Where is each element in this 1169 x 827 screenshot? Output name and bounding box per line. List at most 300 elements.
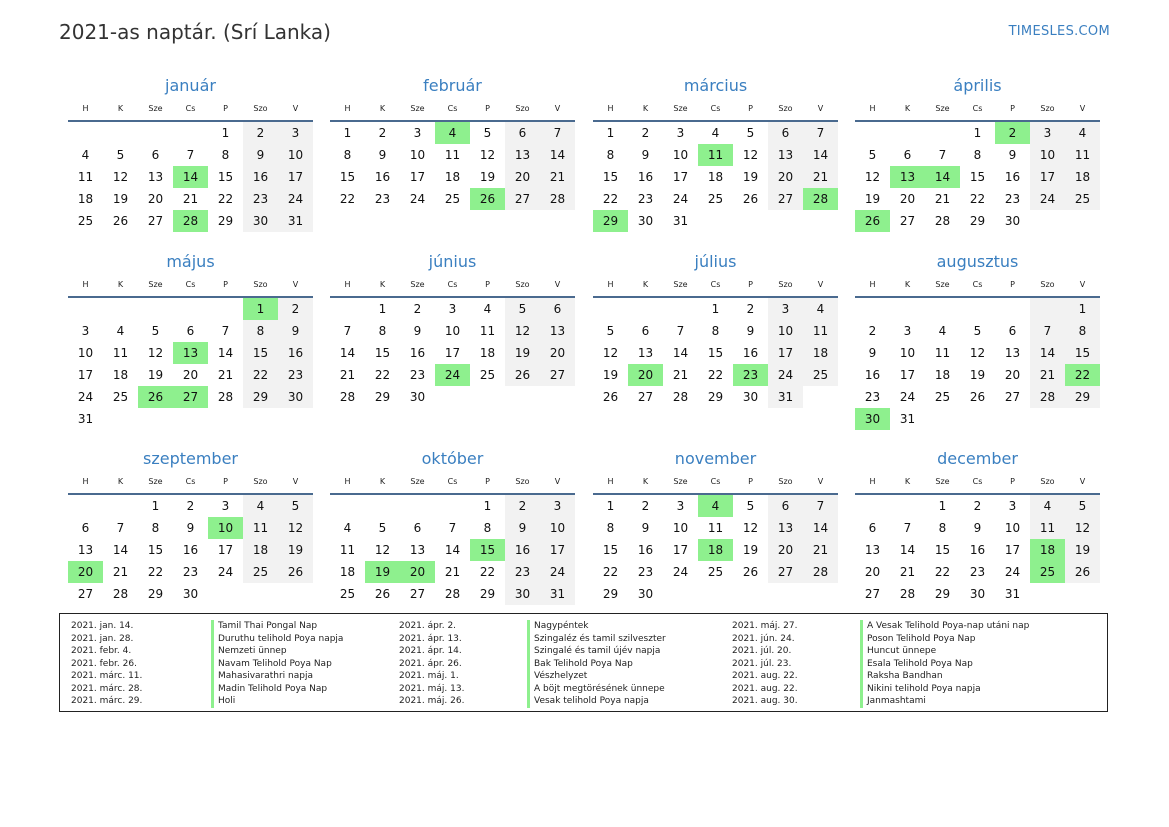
day-cell: 31 [672, 214, 689, 228]
day-cell: 26 [138, 386, 173, 408]
day-cell: 10 [672, 521, 689, 535]
day-cell: 28 [803, 188, 838, 210]
day-cell: 5 [746, 499, 755, 513]
days-grid [330, 298, 575, 408]
month-calendar [593, 447, 838, 605]
day-cell: 19 [278, 539, 313, 561]
month-calendar [593, 74, 838, 232]
day-cell: 29 [147, 587, 164, 601]
day-cell: 30 [243, 210, 278, 232]
day-cell: 18 [339, 565, 356, 579]
month-calendar [593, 250, 838, 408]
day-cell: 21 [899, 565, 916, 579]
empty-cell [173, 122, 208, 144]
day-cell: 16 [637, 170, 654, 184]
day-cell: 18 [479, 346, 496, 360]
day-cell: 5 [868, 148, 877, 162]
holiday-name: Madin Telihold Poya Nap [211, 683, 327, 696]
day-cell: 11 [707, 521, 724, 535]
empty-cell [68, 298, 103, 320]
empty-cell [138, 122, 173, 144]
day-cell: 21 [540, 166, 575, 188]
day-cell: 26 [374, 587, 391, 601]
weekday-label: P [748, 104, 753, 113]
day-cell: 13 [768, 144, 803, 166]
day-cell: 5 [973, 324, 982, 338]
day-cell: 15 [339, 170, 356, 184]
day-cell: 18 [698, 539, 733, 561]
day-cell: 11 [1065, 144, 1100, 166]
weekday-label: Cs [447, 280, 458, 289]
day-cell: 22 [217, 192, 234, 206]
day-cell: 11 [479, 324, 496, 338]
day-cell: 2 [641, 499, 650, 513]
day-cell: 8 [221, 148, 230, 162]
day-cell: 23 [1004, 192, 1021, 206]
day-cell: 18 [707, 170, 724, 184]
weekday-label: Szo [515, 104, 530, 113]
day-cell: 27 [768, 188, 803, 210]
month-name: január [165, 76, 216, 95]
day-cell: 6 [413, 521, 422, 535]
day-cell: 11 [243, 517, 278, 539]
day-cell: 29 [374, 390, 391, 404]
day-cell: 20 [768, 539, 803, 561]
day-cell: 6 [186, 324, 195, 338]
day-cell: 4 [1065, 122, 1100, 144]
day-cell: 5 [746, 126, 755, 140]
month-calendar [68, 250, 313, 430]
weekday-label: H [344, 104, 351, 113]
day-cell: 31 [768, 386, 803, 408]
weekday-label: Sze [148, 477, 163, 486]
weekday-label: Szo [1040, 280, 1055, 289]
day-cell: 8 [711, 324, 720, 338]
day-cell: 21 [444, 565, 461, 579]
day-cell: 16 [637, 543, 654, 557]
day-cell: 31 [899, 412, 916, 426]
day-cell: 12 [1065, 517, 1100, 539]
weekday-label: Cs [185, 477, 196, 486]
day-cell: 17 [444, 346, 461, 360]
holiday-date: 2021. jan. 14. [71, 621, 134, 631]
day-cell: 16 [182, 543, 199, 557]
holiday-name: Raksha Bandhan [860, 670, 943, 683]
holiday-name: Nikini telihold Poya napja [860, 683, 981, 696]
day-cell: 1 [378, 302, 387, 316]
day-cell: 1 [343, 126, 352, 140]
day-cell: 3 [1008, 499, 1017, 513]
empty-cell [593, 298, 628, 320]
weekday-label: H [607, 280, 614, 289]
holiday-date: 2021. jan. 28. [71, 633, 134, 644]
day-cell: 19 [742, 170, 759, 184]
holiday-date: 2021. máj. 26. [399, 696, 465, 706]
weekday-label: Szo [1040, 104, 1055, 113]
day-cell: 17 [1030, 166, 1065, 188]
day-cell: 1 [483, 499, 492, 513]
empty-cell [138, 408, 173, 430]
holiday-name: Duruthu telihold Poya napja [211, 633, 343, 646]
weekday-header [593, 100, 838, 122]
day-cell: 27 [505, 188, 540, 210]
day-cell: 10 [409, 148, 426, 162]
day-cell: 7 [1030, 320, 1065, 342]
day-cell: 5 [378, 521, 387, 535]
day-cell: 8 [243, 320, 278, 342]
day-cell: 13 [540, 320, 575, 342]
weekday-label: Sze [673, 280, 688, 289]
day-cell: 23 [969, 565, 986, 579]
weekday-label: Sze [148, 104, 163, 113]
brand-link[interactable]: TIMESLES.COM [1008, 24, 1110, 39]
day-cell: 27 [864, 587, 881, 601]
day-cell: 6 [903, 148, 912, 162]
empty-cell [890, 122, 925, 144]
day-cell: 7 [186, 148, 195, 162]
day-cell: 22 [1065, 364, 1100, 386]
days-grid [593, 122, 838, 232]
empty-cell [138, 298, 173, 320]
month-name: október [421, 449, 484, 468]
weekday-label: Sze [673, 477, 688, 486]
day-cell: 17 [540, 539, 575, 561]
day-cell: 30 [278, 386, 313, 408]
weekday-label: H [869, 104, 876, 113]
day-cell: 26 [602, 390, 619, 404]
weekday-label: K [904, 104, 911, 113]
weekday-label: P [223, 104, 228, 113]
day-cell: 28 [1030, 386, 1065, 408]
empty-cell [103, 122, 138, 144]
day-cell: 12 [742, 521, 759, 535]
empty-cell [1030, 583, 1065, 605]
day-cell: 20 [505, 166, 540, 188]
day-cell: 2 [746, 302, 755, 316]
day-cell: 13 [77, 543, 94, 557]
day-cell: 22 [969, 192, 986, 206]
day-cell: 11 [112, 346, 129, 360]
weekday-label: H [869, 477, 876, 486]
day-cell: 2 [868, 324, 877, 338]
day-cell: 18 [77, 192, 94, 206]
holiday-date: 2021. febr. 4. [71, 646, 132, 656]
day-cell: 26 [855, 210, 890, 232]
day-cell: 9 [641, 148, 650, 162]
day-cell: 10 [77, 346, 94, 360]
weekday-label: Sze [410, 477, 425, 486]
day-cell: 19 [742, 543, 759, 557]
day-cell: 26 [470, 188, 505, 210]
empty-cell [855, 495, 890, 517]
day-cell: 23 [864, 390, 881, 404]
day-cell: 25 [707, 565, 724, 579]
day-cell: 18 [243, 539, 278, 561]
day-cell: 2 [641, 126, 650, 140]
empty-cell [330, 495, 365, 517]
month-calendar [855, 447, 1100, 605]
month-name: június [428, 252, 477, 271]
day-cell: 22 [602, 565, 619, 579]
weekday-label: V [1079, 104, 1086, 113]
weekday-label: V [817, 477, 824, 486]
day-cell: 21 [1030, 364, 1065, 386]
day-cell: 4 [243, 495, 278, 517]
weekday-label: K [117, 477, 124, 486]
holiday-date: 2021. máj. 13. [399, 683, 465, 694]
day-cell: 13 [505, 144, 540, 166]
day-cell: 8 [151, 521, 160, 535]
day-cell: 30 [409, 390, 426, 404]
day-cell: 9 [641, 521, 650, 535]
empty-cell [278, 408, 313, 430]
day-cell: 1 [243, 298, 278, 320]
day-cell: 27 [147, 214, 164, 228]
holiday-date: 2021. márc. 11. [71, 671, 143, 681]
day-cell: 28 [339, 390, 356, 404]
day-cell: 5 [606, 324, 615, 338]
weekday-label: K [904, 477, 911, 486]
day-cell: 24 [672, 565, 689, 579]
day-cell: 26 [742, 192, 759, 206]
day-cell: 14 [672, 346, 689, 360]
day-cell: 20 [864, 565, 881, 579]
day-cell: 2 [995, 122, 1030, 144]
day-cell: 3 [903, 324, 912, 338]
day-cell: 3 [448, 302, 457, 316]
day-cell: 27 [899, 214, 916, 228]
day-cell: 12 [278, 517, 313, 539]
weekday-label: Cs [972, 477, 983, 486]
day-cell: 16 [742, 346, 759, 360]
weekday-label: Sze [148, 280, 163, 289]
day-cell: 22 [479, 565, 496, 579]
day-cell: 15 [243, 342, 278, 364]
day-cell: 26 [278, 561, 313, 583]
day-cell: 7 [448, 521, 457, 535]
empty-cell [1030, 298, 1065, 320]
days-grid [68, 298, 313, 430]
empty-cell [890, 298, 925, 320]
weekday-label: Szo [253, 477, 268, 486]
empty-cell [208, 583, 243, 605]
day-cell: 9 [243, 144, 278, 166]
day-cell: 12 [147, 346, 164, 360]
holiday-name: A böjt megtörésének ünnepe [527, 683, 665, 696]
day-cell: 9 [378, 148, 387, 162]
day-cell: 28 [934, 214, 951, 228]
empty-cell [435, 495, 470, 517]
day-cell: 9 [186, 521, 195, 535]
weekday-label: Sze [935, 104, 950, 113]
day-cell: 30 [969, 587, 986, 601]
empty-cell [540, 386, 575, 408]
day-cell: 31 [77, 412, 94, 426]
day-cell: 16 [243, 166, 278, 188]
day-cell: 16 [1004, 170, 1021, 184]
day-cell: 15 [470, 539, 505, 561]
day-cell: 28 [540, 188, 575, 210]
day-cell: 14 [112, 543, 129, 557]
day-cell: 12 [602, 346, 619, 360]
day-cell: 4 [698, 495, 733, 517]
holiday-date: 2021. júl. 20. [732, 646, 792, 656]
day-cell: 14 [899, 543, 916, 557]
day-cell: 26 [505, 364, 540, 386]
day-cell: 30 [742, 390, 759, 404]
day-cell: 29 [707, 390, 724, 404]
day-cell: 9 [278, 320, 313, 342]
day-cell: 15 [147, 543, 164, 557]
holiday-name: Mahasivarathri napja [211, 670, 313, 683]
month-name: július [694, 252, 737, 271]
days-grid [593, 495, 838, 605]
weekday-header [855, 276, 1100, 298]
empty-cell [1030, 210, 1065, 232]
day-cell: 16 [278, 342, 313, 364]
days-grid [68, 495, 313, 605]
day-cell: 13 [409, 543, 426, 557]
day-cell: 9 [868, 346, 877, 360]
holiday-date: 2021. márc. 28. [71, 683, 143, 694]
day-cell: 20 [899, 192, 916, 206]
day-cell: 15 [934, 543, 951, 557]
day-cell: 16 [864, 368, 881, 382]
day-cell: 30 [637, 214, 654, 228]
empty-cell [803, 583, 838, 605]
day-cell: 29 [934, 587, 951, 601]
empty-cell [435, 386, 470, 408]
day-cell: 19 [864, 192, 881, 206]
day-cell: 8 [1065, 320, 1100, 342]
day-cell: 10 [540, 517, 575, 539]
day-cell: 17 [768, 342, 803, 364]
day-cell: 13 [173, 342, 208, 364]
day-cell: 24 [409, 192, 426, 206]
holiday-name: Szingaléz és tamil szilveszter [527, 633, 666, 646]
empty-cell [855, 298, 890, 320]
empty-cell [470, 386, 505, 408]
day-cell: 23 [637, 565, 654, 579]
day-cell: 19 [969, 368, 986, 382]
day-cell: 11 [934, 346, 951, 360]
day-cell: 20 [182, 368, 199, 382]
day-cell: 21 [934, 192, 951, 206]
weekday-label: V [292, 104, 299, 113]
day-cell: 18 [934, 368, 951, 382]
holiday-date: 2021. máj. 27. [732, 621, 798, 631]
day-cell: 21 [217, 368, 234, 382]
day-cell: 4 [803, 298, 838, 320]
empty-cell [103, 495, 138, 517]
month-name: december [937, 449, 1018, 468]
day-cell: 24 [435, 364, 470, 386]
holiday-name: Nemzeti ünnep [211, 645, 287, 658]
holiday-name: Navam Telihold Poya Nap [211, 658, 332, 671]
holiday-date: 2021. aug. 22. [732, 671, 798, 681]
empty-cell [960, 408, 995, 430]
day-cell: 11 [698, 144, 733, 166]
day-cell: 6 [868, 521, 877, 535]
day-cell: 18 [1030, 539, 1065, 561]
day-cell: 7 [343, 324, 352, 338]
day-cell: 3 [768, 298, 803, 320]
day-cell: 2 [505, 495, 540, 517]
weekday-label: P [1010, 280, 1015, 289]
day-cell: 5 [505, 298, 540, 320]
holiday-date: 2021. aug. 30. [732, 696, 798, 706]
day-cell: 21 [182, 192, 199, 206]
day-cell: 25 [1065, 188, 1100, 210]
empty-cell [890, 495, 925, 517]
day-cell: 24 [672, 192, 689, 206]
weekday-label: Szo [253, 104, 268, 113]
weekday-label: V [554, 280, 561, 289]
day-cell: 29 [602, 587, 619, 601]
day-cell: 9 [505, 517, 540, 539]
day-cell: 31 [540, 583, 575, 605]
weekday-label: P [223, 280, 228, 289]
weekday-label: P [485, 104, 490, 113]
empty-cell [1065, 583, 1100, 605]
empty-cell [663, 583, 698, 605]
day-cell: 26 [969, 390, 986, 404]
day-cell: 22 [934, 565, 951, 579]
day-cell: 26 [742, 565, 759, 579]
day-cell: 20 [768, 166, 803, 188]
day-cell: 24 [899, 390, 916, 404]
day-cell: 3 [1030, 122, 1065, 144]
day-cell: 29 [969, 214, 986, 228]
empty-cell [733, 210, 768, 232]
day-cell: 27 [1004, 390, 1021, 404]
day-cell: 21 [803, 539, 838, 561]
empty-cell [365, 495, 400, 517]
holiday-date: 2021. ápr. 2. [399, 621, 457, 631]
day-cell: 10 [1030, 144, 1065, 166]
weekday-label: H [82, 477, 89, 486]
holiday-name: Vesak telihold Poya napja [527, 695, 649, 708]
day-cell: 20 [68, 561, 103, 583]
empty-cell [733, 583, 768, 605]
month-name: március [683, 76, 748, 95]
days-grid [855, 122, 1100, 232]
day-cell: 20 [1004, 368, 1021, 382]
day-cell: 1 [1065, 298, 1100, 320]
day-cell: 13 [637, 346, 654, 360]
day-cell: 29 [217, 214, 234, 228]
day-cell: 22 [339, 192, 356, 206]
day-cell: 2 [378, 126, 387, 140]
day-cell: 1 [973, 126, 982, 140]
holiday-name: Vészhelyzet [527, 670, 587, 683]
month-name: április [953, 76, 1002, 95]
page-title: 2021-as naptár. (Srí Lanka) [59, 20, 331, 44]
day-cell: 21 [803, 166, 838, 188]
day-cell: 25 [479, 368, 496, 382]
day-cell: 10 [1004, 521, 1021, 535]
holiday-name: Poson Telihold Poya Nap [860, 633, 975, 646]
day-cell: 22 [374, 368, 391, 382]
month-name: május [166, 252, 215, 271]
days-grid [330, 122, 575, 210]
weekday-header [593, 473, 838, 495]
day-cell: 3 [676, 499, 685, 513]
day-cell: 11 [77, 170, 94, 184]
day-cell: 10 [768, 320, 803, 342]
day-cell: 22 [147, 565, 164, 579]
weekday-header [330, 100, 575, 122]
